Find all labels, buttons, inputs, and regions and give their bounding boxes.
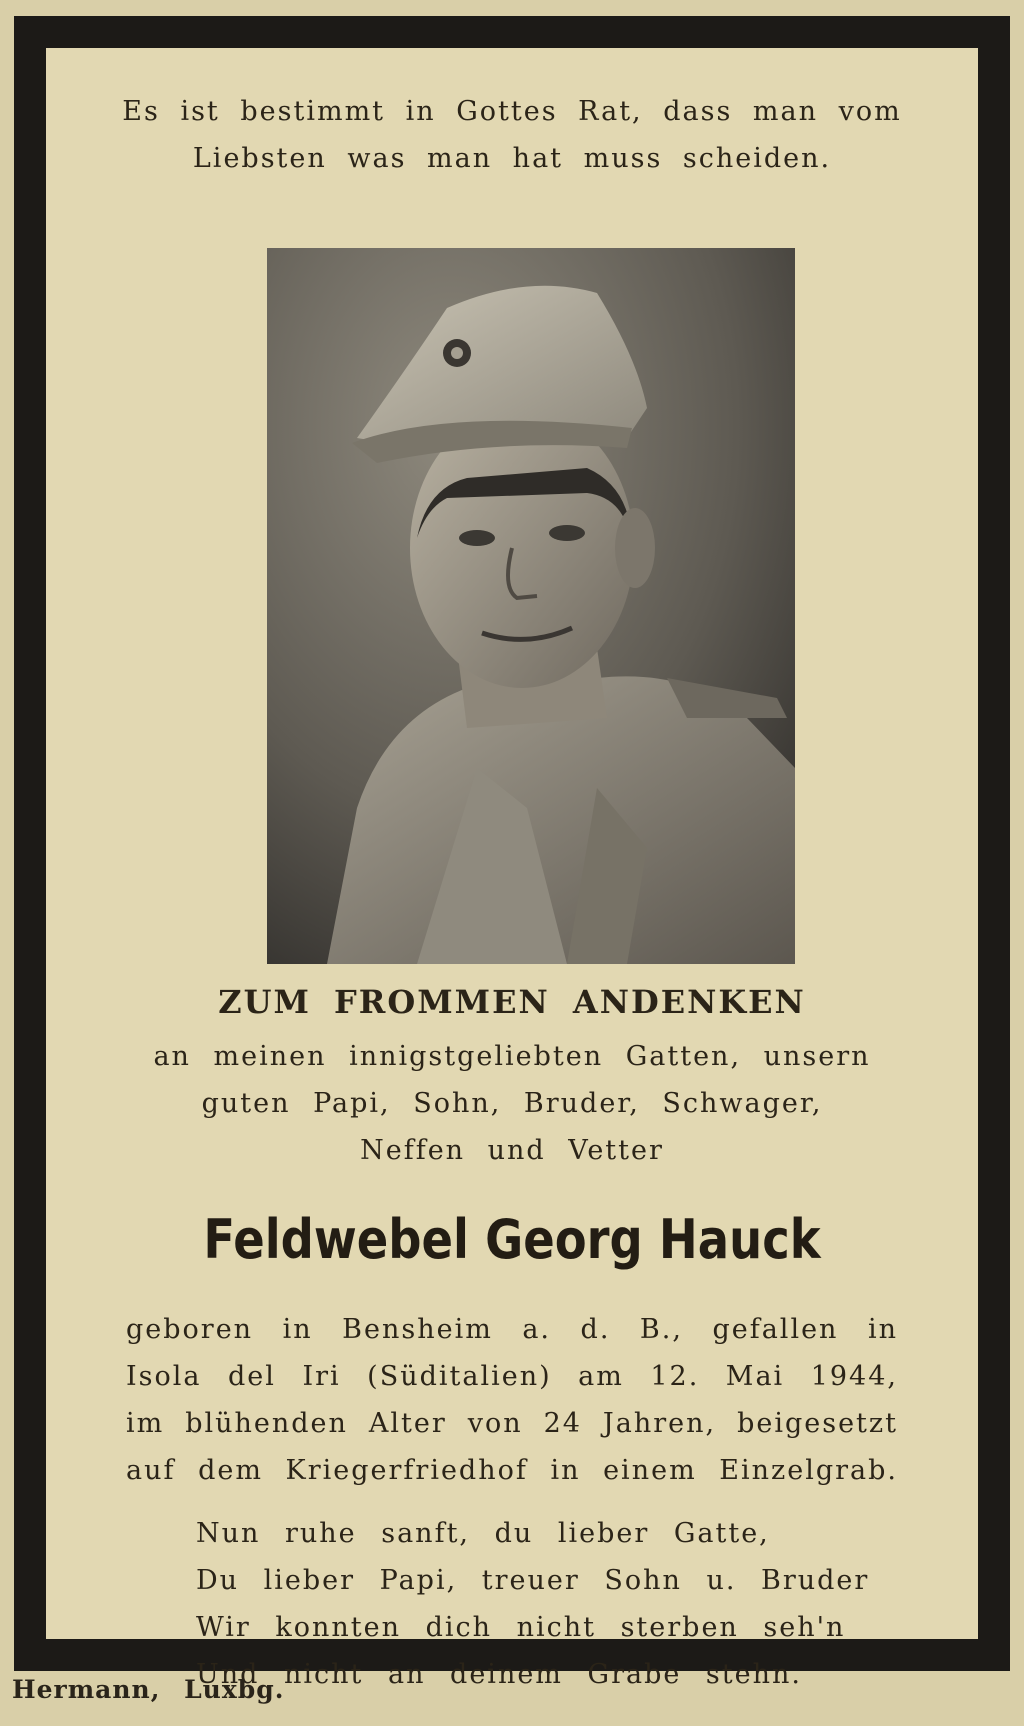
memorial-heading: ZUM FROMMEN ANDENKEN — [218, 983, 806, 1021]
biography-line: im blühenden Alter von 24 Jahren, beigesetzt — [126, 1408, 898, 1439]
top-verse-line: Es ist bestimmt in Gottes Rat, dass man vom — [122, 96, 902, 127]
card-content — [76, 88, 948, 1690]
memorial-poem — [196, 1510, 869, 1698]
biography-line: auf dem Kriegerfriedhof in einem Einzelgrab. — [126, 1455, 898, 1486]
poem-line: Nun ruhe sanft, du lieber Gatte, — [196, 1518, 770, 1549]
portrait-photo — [267, 248, 795, 964]
poem-line: Und nicht an deinem Grabe stehn. — [196, 1659, 802, 1690]
poem-line: Wir konnten dich nicht sterben seh'n — [196, 1612, 846, 1643]
dedication-line: guten Papi, Sohn, Bruder, Schwager, — [201, 1088, 823, 1119]
dedication-line: an meinen innigstgeliebten Gatten, unsern — [153, 1041, 871, 1072]
biography-text — [126, 1306, 898, 1494]
dedication-text — [76, 1033, 948, 1174]
deceased-name: Feldwebel Georg Hauck — [203, 1208, 821, 1271]
biography-line: Isola del Iri (Süditalien) am 12. Mai 1944, — [126, 1361, 898, 1392]
biography-line: geboren in Bensheim a. d. B., gefallen in — [126, 1314, 898, 1345]
poem-line: Du lieber Papi, treuer Sohn u. Bruder — [196, 1565, 870, 1596]
portrait-illustration — [267, 248, 795, 964]
top-verse-line: Liebsten was man hat muss scheiden. — [192, 143, 832, 174]
printer-imprint: Hermann, Luxbg. — [12, 1675, 285, 1704]
dedication-line: Neffen und Vetter — [360, 1135, 664, 1166]
top-verse — [76, 88, 948, 182]
